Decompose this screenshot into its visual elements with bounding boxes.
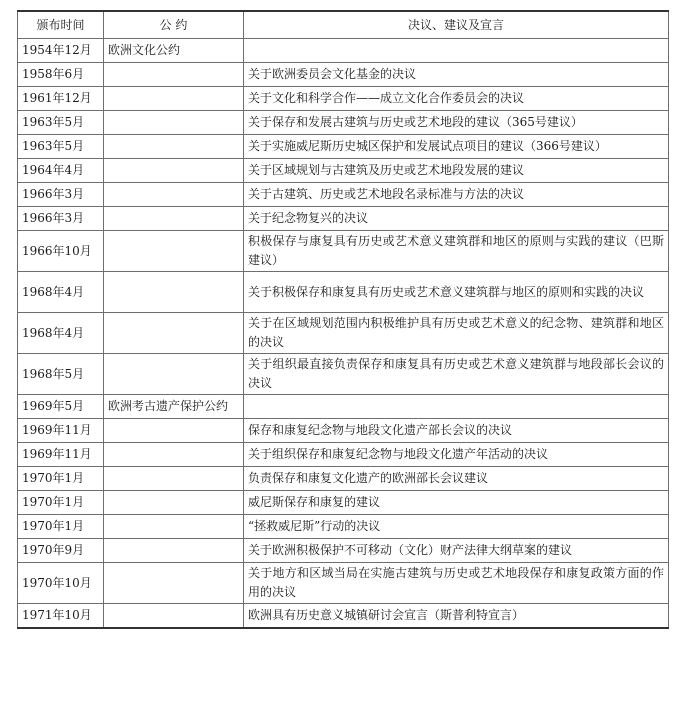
header-date: 颁布时间 <box>18 11 104 39</box>
date-cell: 1958年6月 <box>18 63 104 87</box>
table-body <box>18 39 669 629</box>
resolution-cell: 关于地方和区域当局在实施古建筑与历史或艺术地段保存和康复政策方面的作用的决议 <box>244 563 669 604</box>
date-cell: 1969年11月 <box>18 443 104 467</box>
date-cell: 1970年10月 <box>18 563 104 604</box>
table-row <box>18 207 669 231</box>
resolution-cell: 关于文化和科学合作——成立文化合作委员会的决议 <box>244 87 669 111</box>
resolution-cell: 关于在区域规划范围内积极维护具有历史或艺术意义的纪念物、建筑群和地区的决议 <box>244 313 669 354</box>
table-row <box>18 313 669 354</box>
convention-cell <box>104 111 244 135</box>
table-header-row <box>18 11 669 39</box>
convention-cell <box>104 604 244 629</box>
date-cell: 1970年1月 <box>18 491 104 515</box>
convention-cell: 欧洲考古遗产保护公约 <box>104 395 244 419</box>
table-row <box>18 515 669 539</box>
date-cell: 1970年1月 <box>18 515 104 539</box>
resolution-cell: 关于纪念物复兴的决议 <box>244 207 669 231</box>
resolution-cell: 关于保存和发展古建筑与历史或艺术地段的建议（365号建议） <box>244 111 669 135</box>
convention-cell <box>104 515 244 539</box>
convention-cell <box>104 419 244 443</box>
resolution-cell <box>244 39 669 63</box>
resolutions-table <box>17 10 669 629</box>
date-cell: 1964年4月 <box>18 159 104 183</box>
date-cell: 1970年9月 <box>18 539 104 563</box>
table-row <box>18 272 669 313</box>
convention-cell <box>104 563 244 604</box>
convention-cell: 欧洲文化公约 <box>104 39 244 63</box>
table-row <box>18 87 669 111</box>
table-row <box>18 604 669 629</box>
resolution-cell: 积极保存与康复具有历史或艺术意义建筑群和地区的原则与实践的建议（巴斯建议） <box>244 231 669 272</box>
convention-cell <box>104 231 244 272</box>
table-row <box>18 354 669 395</box>
convention-cell <box>104 272 244 313</box>
header-resolution: 决议、建议及宣言 <box>244 11 669 39</box>
resolution-cell: 关于组织最直接负责保存和康复具有历史或艺术意义建筑群与地段部长会议的决议 <box>244 354 669 395</box>
resolution-cell: 关于古建筑、历史或艺术地段名录标准与方法的决议 <box>244 183 669 207</box>
date-cell: 1963年5月 <box>18 111 104 135</box>
resolution-cell: 关于积极保存和康复具有历史或艺术意义建筑群与地区的原则和实践的决议 <box>244 272 669 313</box>
convention-cell <box>104 354 244 395</box>
convention-cell <box>104 63 244 87</box>
table-row <box>18 539 669 563</box>
table-row <box>18 419 669 443</box>
date-cell: 1971年10月 <box>18 604 104 629</box>
date-cell: 1966年3月 <box>18 183 104 207</box>
table-row <box>18 395 669 419</box>
date-cell: 1968年4月 <box>18 272 104 313</box>
date-cell: 1963年5月 <box>18 135 104 159</box>
resolution-cell: 关于组织保存和康复纪念物与地段文化遗产年活动的决议 <box>244 443 669 467</box>
resolution-cell: 威尼斯保存和康复的建议 <box>244 491 669 515</box>
table-row <box>18 443 669 467</box>
table-row <box>18 159 669 183</box>
resolution-cell: 欧洲具有历史意义城镇研讨会宣言（斯普利特宣言） <box>244 604 669 629</box>
convention-cell <box>104 183 244 207</box>
table-row <box>18 39 669 63</box>
date-cell: 1966年10月 <box>18 231 104 272</box>
table-row <box>18 491 669 515</box>
convention-cell <box>104 313 244 354</box>
resolution-cell: 保存和康复纪念物与地段文化遗产部长会议的决议 <box>244 419 669 443</box>
table-row <box>18 63 669 87</box>
date-cell: 1961年12月 <box>18 87 104 111</box>
convention-cell <box>104 159 244 183</box>
date-cell: 1968年5月 <box>18 354 104 395</box>
date-cell: 1970年1月 <box>18 467 104 491</box>
convention-cell <box>104 443 244 467</box>
table-row <box>18 183 669 207</box>
date-cell: 1968年4月 <box>18 313 104 354</box>
table-row <box>18 135 669 159</box>
resolution-cell: 关于实施威尼斯历史城区保护和发展试点项目的建议（366号建议） <box>244 135 669 159</box>
date-cell: 1969年11月 <box>18 419 104 443</box>
resolution-cell: “拯救威尼斯”行动的决议 <box>244 515 669 539</box>
table-row <box>18 231 669 272</box>
date-cell: 1966年3月 <box>18 207 104 231</box>
resolution-cell: 关于欧洲积极保护不可移动（文化）财产法律大纲草案的建议 <box>244 539 669 563</box>
convention-cell <box>104 539 244 563</box>
resolution-cell: 关于欧洲委员会文化基金的决议 <box>244 63 669 87</box>
convention-cell <box>104 87 244 111</box>
convention-cell <box>104 135 244 159</box>
date-cell: 1954年12月 <box>18 39 104 63</box>
table-row <box>18 467 669 491</box>
date-cell: 1969年5月 <box>18 395 104 419</box>
table-row <box>18 111 669 135</box>
resolution-cell <box>244 395 669 419</box>
convention-cell <box>104 467 244 491</box>
convention-cell <box>104 207 244 231</box>
table-row <box>18 563 669 604</box>
convention-cell <box>104 491 244 515</box>
header-convention: 公 约 <box>104 11 244 39</box>
resolution-cell: 负责保存和康复文化遗产的欧洲部长会议建议 <box>244 467 669 491</box>
resolution-cell: 关于区域规划与古建筑及历史或艺术地段发展的建议 <box>244 159 669 183</box>
